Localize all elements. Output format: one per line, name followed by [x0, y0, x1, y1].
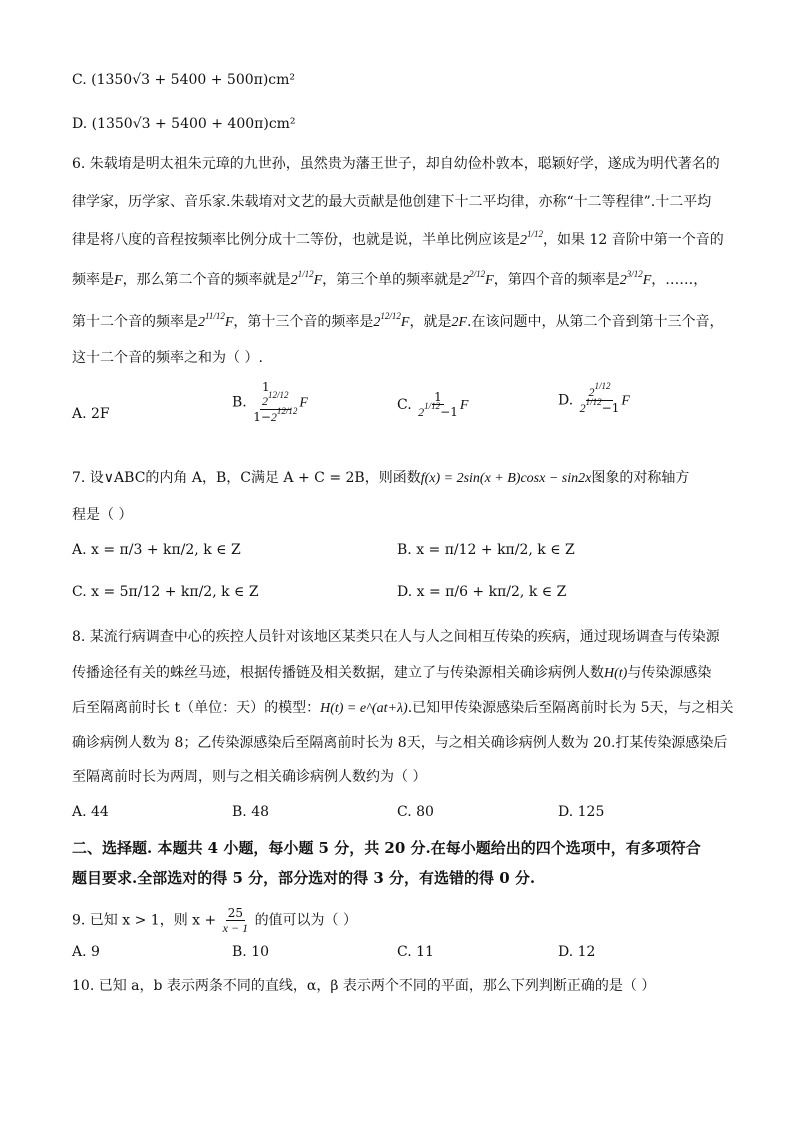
q9-option-c: C. 11: [397, 944, 434, 960]
q8-option-a: A. 44: [72, 804, 109, 820]
q6-option-c: C. $\frac{1}{2^{1/12}-1}$ F: [397, 390, 469, 419]
q6-line-5: 第十二个音的频率是$2^{11/12}F$，第十三个音的频率是$2^{12/12}F$，就是2F.在该问题中，从第二个音到第十三个音，: [72, 311, 724, 330]
q6-option-a: A. 2F: [72, 406, 110, 422]
q9-option-b: B. 10: [232, 944, 270, 960]
power-half-semitone: $2^{1/12}$: [520, 229, 544, 248]
q7-line-2: 程是（ ）: [72, 507, 133, 523]
q8-line-5: 至隔离前时长为两周，则与之相关确诊病例人数约为（ ）: [72, 769, 427, 785]
q8-option-b: B. 48: [232, 804, 270, 820]
q6-line-2: 律学家，历学家、音乐家.朱载堉对文艺的最大贡献是他创建下十二平均律，亦称“十二等程律”.十二平均: [72, 194, 712, 210]
q6-line-6: 这十二个音的频率之和为（ ）.: [72, 350, 263, 366]
q7-option-a: A. x = π/3 + kπ/2, k ∈ Z: [72, 542, 241, 558]
q9-line-1: 9. 已知 x > 1，则 x + $\frac{25}{x - 1}$ 的值可以为（ ）: [72, 906, 358, 935]
q6-line-4: 频率是F，那么第二个音的频率就是$2^{1/12}F$，第三个单的频率就是$2^{2/12}F$，第四个音的频率是$2^{3/12}F$，……，: [72, 269, 708, 288]
q6-line-1: 6. 朱载堉是明太祖朱元璋的九世孙，虽然贵为藩王世子，却自幼俭朴敦本，聪颖好学，遂成为明代著名的: [72, 156, 720, 172]
q8-option-c: C. 80: [397, 804, 434, 820]
q10-line-1: 10. 已知 a，b 表示两条不同的直线，α，β 表示两个不同的平面，那么下列判断正确的是（ ）: [72, 978, 656, 994]
q8-line-2: 传播途径有关的蛛丝马迹，根据传播链及相关数据，建立了与传染源相关确诊病例人数H(t)与传染源感染: [72, 665, 712, 681]
q8-option-d: D. 125: [558, 804, 605, 820]
q8-line-4: 确诊病例人数为 8；乙传染源感染后至隔离前时长为 8天，与之相关确诊病例人数为 20.打某传染源感染后: [72, 735, 728, 751]
section-2-heading-line-2: 题目要求.全部选对的得 5 分，部分选对的得 3 分，有选错的得 0 分.: [72, 869, 536, 887]
q8-line-1: 8. 某流行病调查中心的疾控人员针对该地区某类只在人与人之间相互传染的疾病，通过现场调查与传染源: [72, 629, 720, 645]
q5-option-c: C. (1350√3 + 5400 + 500π)cm²: [72, 72, 296, 88]
q6-option-b: B. 1 $2^{12/12}$ $1-2^{12/12}$ F: [232, 380, 308, 424]
q8-line-3: 后至隔离前时长 t（单位：天）的模型：H(t) = e^(at+λ).已知甲传染源感染后至隔离前时长为 5天，与之相关: [72, 700, 734, 716]
q9-option-d: D. 12: [558, 944, 596, 960]
q7-line-1: 7. 设∨ABC的内角 A，B，C满足 A + C = 2B，则函数f(x) = 2sin(x + B)cosx − sin2x图象的对称轴方: [72, 470, 690, 486]
q7-option-b: B. x = π/12 + kπ/2, k ∈ Z: [397, 542, 575, 558]
q7-option-d: D. x = π/6 + kπ/2, k ∈ Z: [397, 584, 567, 600]
q6-option-d: D. $\frac{2^{1/12}}{2^{1/12}-1}$ F: [558, 381, 630, 415]
q7-option-c: C. x = 5π/12 + kπ/2, k ∈ Z: [72, 584, 259, 600]
q6-line-3: 律是将八度的音程按频率比例分成十二等份，也就是说，半单比例应该是$2^{1/12}$，如果 12 音阶中第一个音的: [72, 229, 724, 248]
q9-option-a: A. 9: [72, 944, 100, 960]
q5-option-d: D. (1350√3 + 5400 + 400π)cm²: [72, 116, 296, 132]
section-2-heading-line-1: 二、选择题. 本题共 4 小题，每小题 5 分，共 20 分.在每小题给出的四个选项中，有多项符合: [72, 839, 701, 857]
